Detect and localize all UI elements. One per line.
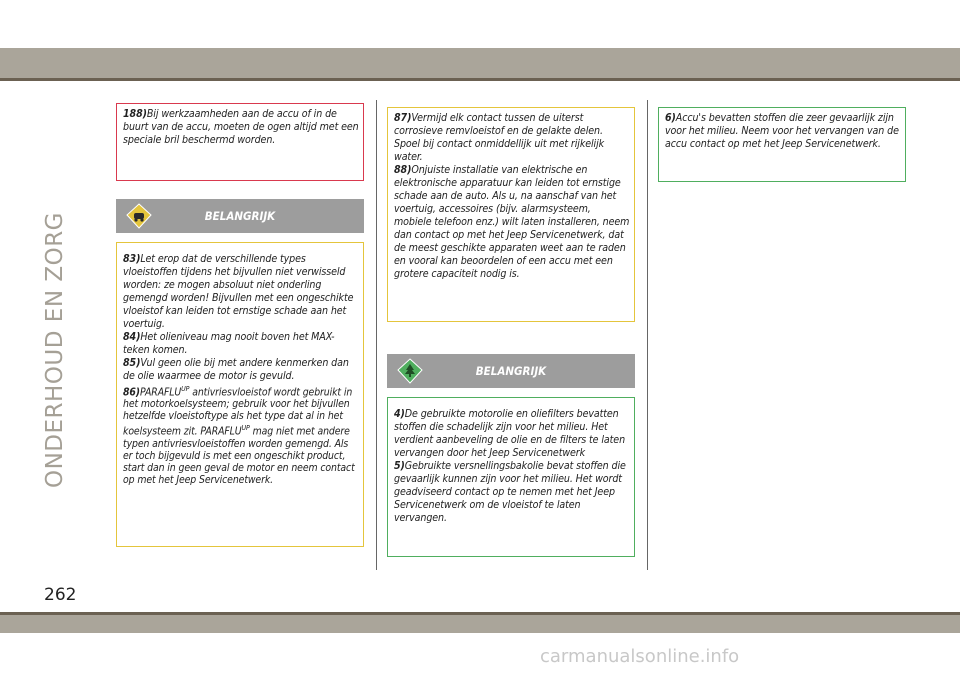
item-number: 85) — [123, 357, 141, 369]
item-text: PARAFLU — [139, 386, 182, 399]
warning-box-red — [116, 103, 364, 181]
item-number: 5) — [394, 460, 405, 472]
watermark: carmanualsonline.info — [540, 646, 740, 667]
superscript: UP — [181, 385, 190, 393]
warning-box-yellow — [116, 242, 364, 547]
top-band-line — [0, 78, 960, 81]
warning-paragraph — [123, 331, 360, 357]
item-number: 84) — [123, 331, 141, 343]
item-text: Let erop dat de verschillende types vloeistoffen tijdens het bijvullen niet verwisseld worden: ze mogen absoluut niet onderling gemengd worden! Bijvullen met een ongeschikte vloeistof kan leiden tot ernstige schade aan het voertuig. — [123, 253, 354, 330]
item-number: 6) — [665, 112, 676, 124]
environment-paragraph — [665, 112, 902, 151]
item-text: Gebruikte versnellingsbakolie bevat stoffen die gevaarlijk kunnen zijn voor het milieu. Het wordt geadviseerd contact op te nemen met het Jeep Servicenetwerk om de vloeistof te laten vervangen. — [394, 460, 626, 524]
column-divider — [376, 100, 377, 570]
warning-paragraph — [123, 357, 360, 383]
warning-paragraph — [123, 108, 360, 147]
warning-paragraph — [394, 112, 631, 164]
warning-paragraph — [123, 383, 360, 486]
warning-box-yellow — [387, 107, 635, 322]
item-number: 188) — [123, 108, 147, 120]
item-number: 88) — [394, 164, 412, 176]
environment-paragraph — [394, 408, 631, 460]
section-title: ONDERHOUD EN ZORG — [42, 212, 68, 488]
warning-paragraph — [123, 253, 360, 331]
item-text: antivriesvloeistof wordt gebruikt in het motorkoelsysteem; gebruik voor het bijvullen hetzelfde vloeistoftype als het type dat al in het koelsysteem zit. PARAFLU — [123, 386, 353, 438]
item-number: 4) — [394, 408, 405, 420]
item-text: De gebruikte motorolie en oliefilters bevatten stoffen die schadelijk zijn voor het milieu. Het verdient aanbeveling de olie en de filters te laten vervangen door het Jeep Servicenetwerk — [394, 408, 626, 459]
item-text: Bij werkzaamheden aan de accu of in de buurt van de accu, moeten de ogen altijd met een speciale bril beschermd worden. — [123, 108, 359, 146]
item-text: Accu's bevatten stoffen die zeer gevaarlijk zijn voor het milieu. Neem voor het vervangen van de accu contact op met het Jeep Servicenetwerk. — [665, 112, 899, 150]
column-divider — [647, 100, 648, 570]
item-text: Vul geen olie bij met andere kenmerken dan de olie waarmee de motor is gevuld. — [123, 357, 349, 382]
superscript: UP — [241, 424, 250, 433]
item-text: Vermijd elk contact tussen de uiterst corrosieve remvloeistof en de gelakte delen. Spoel bij contact onmiddellijk uit met rijkelijk water. — [394, 112, 605, 163]
item-text: Het olieniveau mag nooit boven het MAX-teken komen. — [123, 331, 335, 356]
important-label: BELANGRIJK — [475, 364, 547, 378]
important-header — [387, 354, 635, 388]
environment-paragraph — [394, 460, 631, 525]
environment-box — [387, 397, 635, 557]
item-number: 83) — [123, 253, 141, 265]
top-band — [0, 48, 960, 78]
page-number: 262 — [44, 585, 77, 605]
top-margin — [0, 0, 960, 48]
environment-box — [658, 107, 906, 182]
important-header — [116, 199, 364, 233]
item-text: Onjuiste installatie van elektrische en elektronische apparatuur kan leiden tot ernstige schade aan de auto. Als u, na aanschaf van het voertuig, accessoires (bijv. alarmsysteem, mobiele telefoon enz.) wilt laten installeren, neem dan contact op met het Jeep Servicenetwerk, dat de meest geschikte apparaten weet aan te raden en vooral kan beoordelen of een accu met een grotere capaciteit nodig is. — [394, 164, 630, 280]
important-label: BELANGRIJK — [204, 209, 276, 223]
item-number: 87) — [394, 112, 412, 124]
item-number: 86) — [123, 386, 140, 399]
warning-paragraph — [394, 164, 631, 281]
bottom-band — [0, 615, 960, 633]
item-text: mag niet met andere typen antivriesvloeistoffen worden gemengd. Als er toch bijgevuld is met een ongeschikt product, start dan in geen geval de motor en neem contact op met het Jeep Servicenetwerk. — [123, 425, 355, 486]
